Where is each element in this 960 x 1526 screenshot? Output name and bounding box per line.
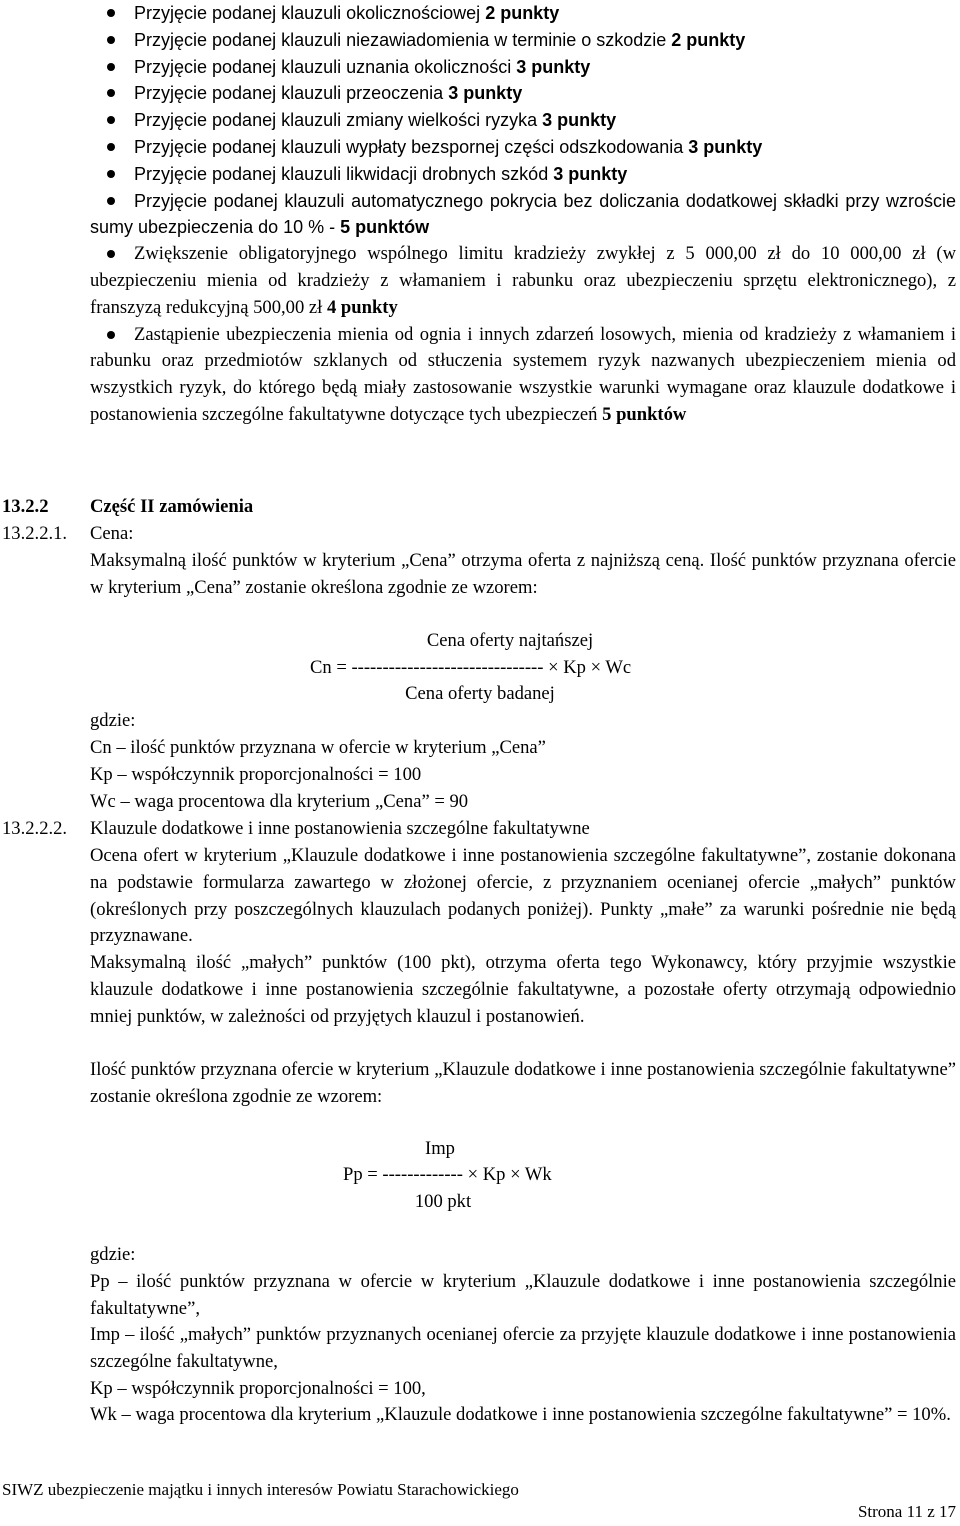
cena-formula-denominator: Cena oferty badanej — [405, 683, 555, 704]
klauzule-def-kp: Kp – współczynnik proporcjonalności = 100, — [90, 1378, 426, 1399]
klauzule-paragraph-1: Ocena ofert w kryterium „Klauzule dodatkowe i inne postanowienia szczególne fakultatywne”, zostanie dokonana na podstawie formularza zawartego w złożonej ofercie, z przyznaniem ocenianej ofercie „małych” punktów (określonych przy poszczególnych klauzulach podanych poniżej). Punkty „małe” za warunki pośrednie nie będą przyznawane. — [90, 845, 956, 947]
bullet-icon — [107, 9, 115, 17]
cena-def-wc: Wc – waga procentowa dla kryterium „Cena” = 90 — [90, 791, 469, 812]
klauzule-def-wk: Wk – waga procentowa dla kryterium „Klauzule dodatkowe i inne postanowienia szczególne fakultatywne” = 10%. — [90, 1404, 951, 1425]
bullet-icon — [107, 331, 115, 339]
klauzule-title: Klauzule dodatkowe i inne postanowienia szczególne fakultatywne — [90, 818, 590, 839]
list-item: Przyjęcie podanej klauzuli zmiany wielkości ryzyka 3 punkty — [90, 107, 956, 134]
bullet-icon — [107, 116, 115, 124]
list-item: Przyjęcie podanej klauzuli uznania okoliczności 3 punkty — [90, 54, 956, 81]
list-item: Przyjęcie podanej klauzuli przeoczenia 3 punkty — [90, 80, 956, 107]
section-title: Część II zamówienia — [90, 496, 254, 517]
bullet-icon — [107, 63, 115, 71]
bullet-icon — [107, 89, 115, 97]
klauzule-number: 13.2.2.2. — [2, 818, 68, 839]
klauzule-formula: Pp = ------------- × Kp × Wk — [343, 1164, 552, 1185]
cena-title: Cena: — [90, 523, 134, 544]
list-item: Zwiększenie obligatoryjnego wspólnego limitu kradzieży zwykłej z 5 000,00 zł do 10 000,00 zł (w ubezpieczeniu mienia od kradzieży z włamaniem i rabunku oraz ubezpieczeniu sprzętu elektronicznego), z franszyzą redukcyjną 500,00 zł 4 punkty — [90, 243, 956, 318]
list-item: Zastąpienie ubezpieczenia mienia od ognia i innych zdarzeń losowych, mienia od kradzieży z włamaniem i rabunku oraz przedmiotów szklanych od stłuczenia systemem ryzyk nazwanych ubezpieczeniem mienia od wszystkich ryzyk, do którego będą miały zastosowanie wszystkie warunki wymagane oraz klauzule dodatkowe i postanowienia szczególne fakultatywne dotyczące tych ubezpieczeń 5 punktów — [90, 323, 956, 425]
klauzule-paragraph-3: Ilość punktów przyznana ofercie w kryterium „Klauzule dodatkowe i inne postanowienia szczególnie fakultatywne” zostanie określona zgodnie ze wzorem: — [90, 1059, 956, 1107]
cena-def-cn: Cn – ilość punktów przyznana w ofercie w kryterium „Cena” — [90, 737, 546, 758]
klauzule-paragraph-2: Maksymalną ilość „małych” punktów (100 pkt), otrzyma oferta tego Wykonawcy, który przyjmie wszystkie klauzule dodatkowe i inne postanowienia szczególnie fakultatywne, a pozostałe oferty otrzymają odpowiednio mniej punktów, w zależności od przyjętych klauzul i postanowień. — [90, 952, 956, 1027]
bullet-icon — [107, 170, 115, 178]
bullet-icon — [107, 36, 115, 44]
cena-formula: Cn = ------------------------------- × Kp × Wc — [310, 657, 632, 678]
cena-formula-numerator: Cena oferty najtańszej — [426, 630, 594, 651]
cena-intro: Maksymalną ilość punktów w kryterium „Cena” otrzyma oferta z najniższą ceną. Ilość punktów przyznana ofercie w kryterium „Cena” zostanie określona zgodnie ze wzorem: — [90, 550, 956, 598]
bullet-icon — [107, 250, 115, 258]
list-item: Przyjęcie podanej klauzuli likwidacji drobnych szkód 3 punkty — [90, 161, 956, 188]
list-item: Przyjęcie podanej klauzuli automatycznego pokrycia bez doliczania dodatkowej składki przy wzroście sumy ubezpieczenia do 10 % - 5 punktów — [90, 190, 956, 238]
section-number: 13.2.2 — [2, 496, 49, 517]
cena-def-kp: Kp – współczynnik proporcjonalności = 100 — [90, 764, 422, 785]
footer-page-number: Strona 11 z 17 — [857, 1502, 956, 1521]
cena-number: 13.2.2.1. — [2, 523, 68, 544]
list-item: Przyjęcie podanej klauzuli wypłaty bezspornej części odszkodowania 3 punkty — [90, 134, 956, 161]
klauzule-formula-numerator: Imp — [425, 1138, 455, 1159]
list-item: Przyjęcie podanej klauzuli okolicznościowej 2 punkty — [90, 0, 956, 27]
footer-document-title: SIWZ ubezpieczenie majątku i innych interesów Powiatu Starachowickiego — [2, 1480, 519, 1499]
klauzule-where-label: gdzie: — [90, 1244, 136, 1265]
clause-bullet-list — [90, 0, 956, 429]
cena-where-label: gdzie: — [90, 710, 136, 731]
klauzule-def-pp: Pp – ilość punktów przyznana w ofercie w kryterium „Klauzule dodatkowe i inne postanowienia szczególnie fakultatywne”, — [90, 1271, 956, 1319]
list-item: Przyjęcie podanej klauzuli niezawiadomienia w terminie o szkodzie 2 punkty — [90, 27, 956, 54]
bullet-icon — [107, 197, 115, 205]
klauzule-def-imp: Imp – ilość „małych” punktów przyznanych ocenianej ofercie za przyjęte klauzule dodatkowe i inne postanowienia szczególne fakultatywne, — [90, 1324, 956, 1372]
bullet-icon — [107, 143, 115, 151]
klauzule-formula-denominator: 100 pkt — [414, 1191, 472, 1212]
